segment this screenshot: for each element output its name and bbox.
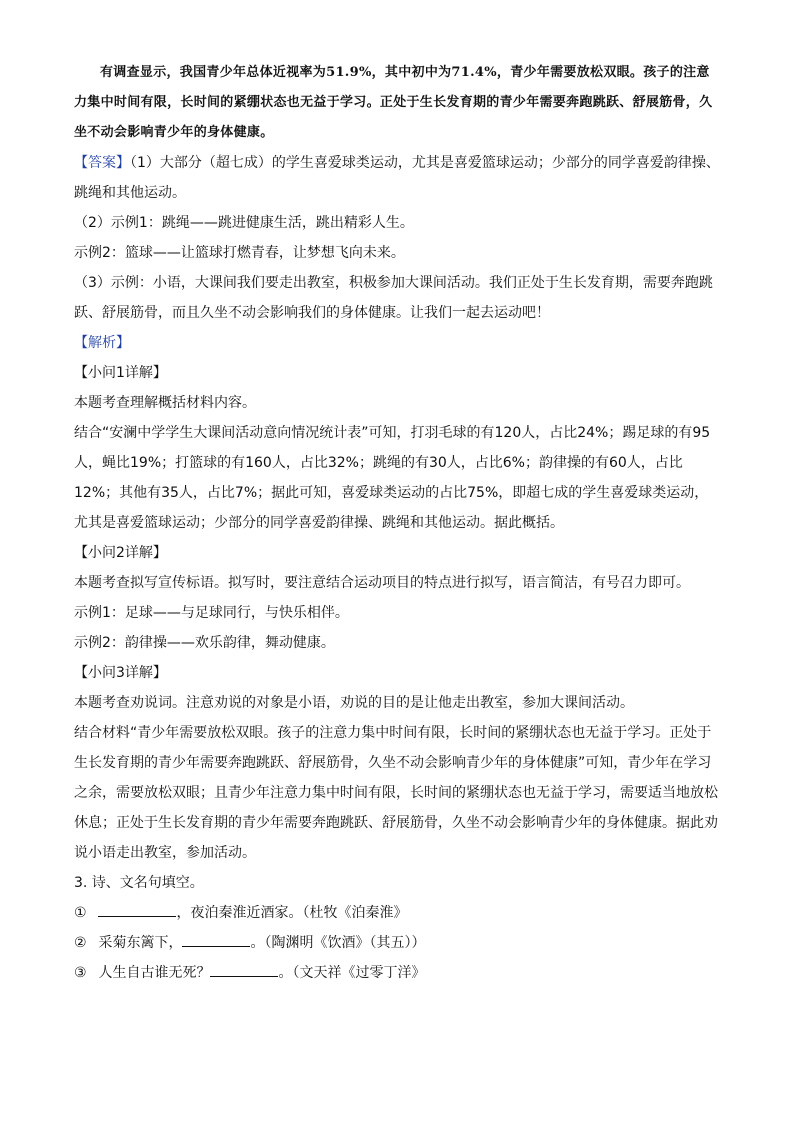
question3-title: 3. 诗、文名句填空。 [74,875,204,891]
sub1-p2: 结合“安澜中学学生大课间活动意向情况统计表”可知，打羽毛球的有120人，占比24%；踢足球的有95人，蝇比19%；打篮球的有160人，占比32%；跳绳的有30人，占比6%；韵律操的有60人，占比12%；其他有35人，占比7%；据此可知，喜爱球类运动的占比75%，即超七成的学生喜爱球类运动，尤其是喜爱篮球运动；少部分的同学喜爱韵律操、跳绳和其他运动。据此概括。 [74,425,711,531]
sub2-p1: 本题考查拟写宣传标语。拟写时，要注意结合运动项目的特点进行拟写，语言简洁，有号召力即可。 [74,575,690,591]
answer-q2-example2: 示例2：篮球——让篮球打燃青春，让梦想飞向未来。 [74,245,405,261]
answer-q3: （3）示例：小语，大课间我们要走出教室，积极参加大课间活动。我们正处于生长发育期，需要奔跑跳跃、舒展筋骨，而且久坐不动会影响我们的身体健康。让我们一起去运动吧！ [74,275,713,321]
material-paragraph: 有调查显示，我国青少年总体近视率为51.9%，其中初中为71.4%，青少年需要放松双眼。孩子的注意力集中时间有限，长时间的紧绷状态也无益于学习。正处于生长发育期的青少年需要奔跑跳跃、舒展筋骨，久坐不动会影响青少年的身体健康。 [74,65,713,140]
item-number: ① [74,905,87,921]
fill-item-1: ① ，夜泊秦淮近酒家。（杜牧《泊秦淮》 [74,898,720,928]
answer-q1-text: （1）大部分（超七成）的学生喜爱球类运动，尤其是喜爱篮球运动；少部分的同学喜爱韵律操、跳绳和其他运动。 [74,155,720,201]
document-page [74,58,720,988]
sub2-example1: 示例1：足球——与足球同行，与快乐相伴。 [74,605,349,621]
answer-blank[interactable] [182,932,250,947]
item-number: ③ [74,965,87,981]
answer-label: 【答案】 [74,155,130,171]
sub2-title: 【小问2详解】 [74,545,167,561]
fill-item-2: ② 采菊东篱下， 。（陶渊明《饮酒》（其五）） [74,928,720,958]
answer-blank[interactable] [210,962,278,977]
answer-blank[interactable] [98,902,176,917]
fill-item-3: ③ 人生自古谁无死？ 。（文天祥《过零丁洋》 [74,958,720,988]
answer-q1 [74,148,720,208]
item-number: ② [74,935,87,951]
sub1-p1: 本题考查理解概括材料内容。 [74,395,256,411]
sub3-p1: 本题考查劝说词。注意劝说的对象是小语，劝说的目的是让他走出教室，参加大课间活动。 [74,695,634,711]
sub2-example2: 示例2：韵律操——欢乐韵律，舞动健康。 [74,635,335,651]
sub1-title: 【小问1详解】 [74,365,167,381]
analysis-label: 【解析】 [74,335,130,351]
answer-q2-example1: （2）示例1：跳绳——跳进健康生活，跳出精彩人生。 [74,215,414,231]
sub3-title: 【小问3详解】 [74,665,167,681]
sub3-p2: 结合材料“青少年需要放松双眼。孩子的注意力集中时间有限，长时间的紧绷状态也无益于学习。正处于生长发育期的青少年需要奔跑跳跃、舒展筋骨，久坐不动会影响青少年的身体健康”可知，青少年在学习之余，需要放松双眼；且青少年注意力集中时间有限，长时间的紧绷状态也无益于学习，需要适当地放松休息；正处于生长发育期的青少年需要奔跑跳跃、舒展筋骨，久坐不动会影响青少年的身体健康。据此劝说小语走出教室，参加活动。 [74,725,718,861]
